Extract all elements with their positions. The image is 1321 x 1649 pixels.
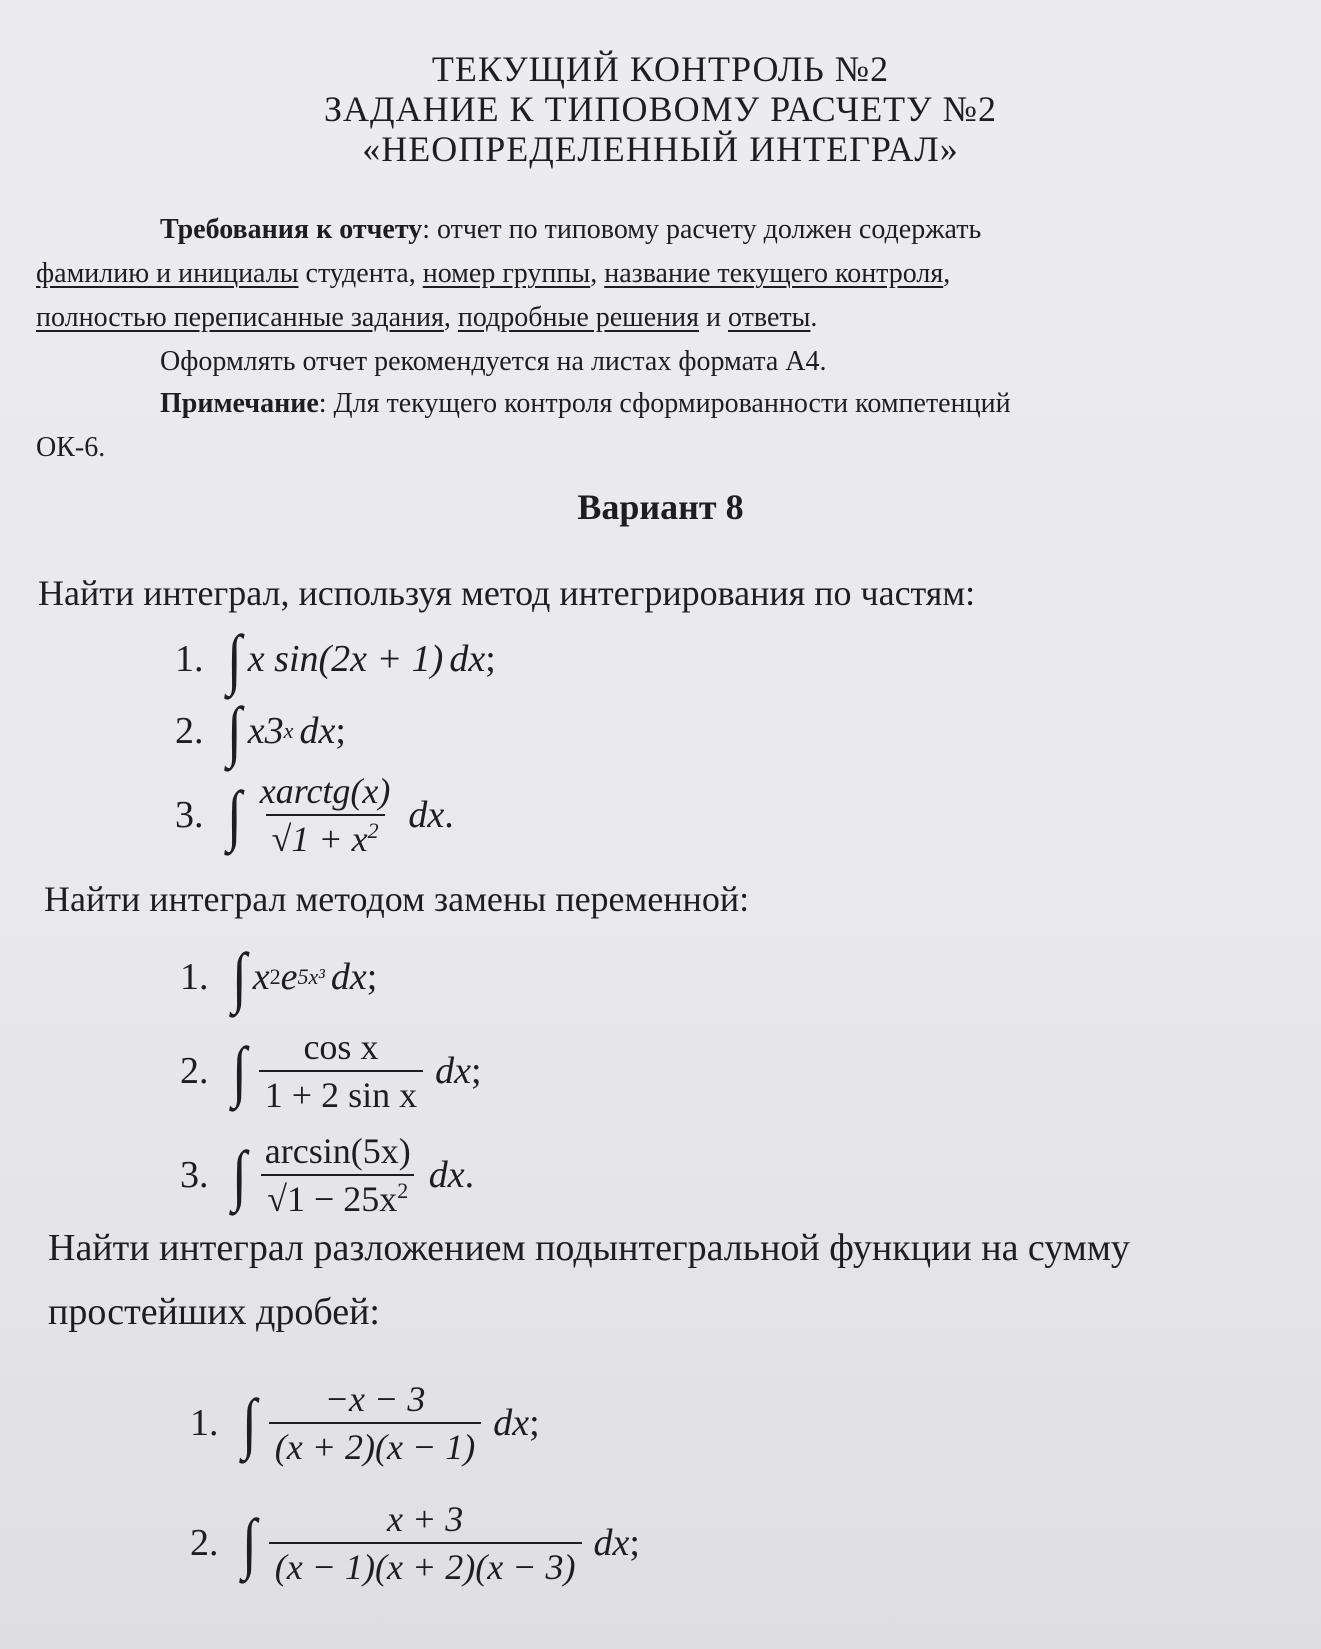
req-answers: ответы bbox=[728, 302, 811, 333]
note-line bbox=[160, 382, 1200, 426]
req-text-4: , bbox=[443, 302, 458, 333]
integrand-base: x3 bbox=[247, 710, 284, 752]
dx: dx bbox=[593, 1522, 630, 1564]
s2-item-3 bbox=[180, 1130, 474, 1220]
s1-item-2 bbox=[175, 693, 346, 769]
requirements-line-2 bbox=[36, 252, 1186, 296]
item-number: 2. bbox=[180, 1050, 209, 1092]
denominator-exponent: 2 bbox=[367, 818, 379, 843]
integrand-base: x bbox=[252, 956, 270, 998]
s1-item-3 bbox=[175, 770, 454, 860]
item-end: . bbox=[444, 794, 454, 836]
title-line-3: «НЕОПРЕДЕЛЕННЫЙ ИНТЕГРАЛ» bbox=[362, 129, 959, 169]
item-end: ; bbox=[335, 710, 346, 752]
req-surname: фамилию и инициалы bbox=[36, 258, 299, 289]
integrand-e: e bbox=[280, 956, 298, 998]
dx: dx bbox=[449, 638, 486, 680]
numerator: x + 3 bbox=[387, 1499, 464, 1539]
integral-icon: ∫ bbox=[232, 1033, 247, 1109]
requirements-line-3 bbox=[36, 296, 1186, 340]
note-label: Примечание bbox=[160, 388, 319, 419]
title-line-1: ТЕКУЩИЙ КОНТРОЛЬ №2 bbox=[431, 49, 890, 89]
dx: dx bbox=[408, 794, 445, 836]
integrand-exponent: x bbox=[283, 718, 294, 743]
dx: dx bbox=[493, 1402, 530, 1444]
item-number: 1. bbox=[175, 638, 204, 680]
item-number: 1. bbox=[190, 1402, 219, 1444]
numerator: cos x bbox=[303, 1027, 379, 1067]
req-text-6: . bbox=[810, 302, 818, 333]
integrand: x sin(2x + 1) bbox=[247, 638, 444, 680]
requirements-label: Требования к отчету bbox=[160, 214, 423, 245]
denominator bbox=[261, 1174, 414, 1220]
numerator: −x − 3 bbox=[324, 1379, 426, 1419]
item-end: . bbox=[464, 1154, 475, 1196]
item-number: 3. bbox=[180, 1154, 209, 1196]
fraction bbox=[259, 1026, 423, 1116]
section-1-heading: Найти интеграл, используя метод интегрирования по частям: bbox=[38, 573, 976, 613]
req-solutions: подробные решения bbox=[457, 302, 700, 333]
fraction bbox=[269, 1498, 582, 1588]
denominator-text: √1 − 25x bbox=[267, 1179, 398, 1219]
item-end: ; bbox=[529, 1402, 540, 1444]
dx: dx bbox=[330, 956, 367, 998]
req-tasks: полностью переписанные задания bbox=[36, 302, 444, 333]
requirements-intro: : отчет по типовому расчету должен содержать bbox=[422, 214, 982, 245]
req-group: номер группы bbox=[422, 258, 591, 289]
title-line-2: ЗАДАНИЕ К ТИПОВОМУ РАСЧЕТУ №2 bbox=[323, 89, 998, 129]
integrand-exponent-2: 5x³ bbox=[297, 964, 325, 989]
item-end: ; bbox=[366, 956, 378, 998]
item-number: 1. bbox=[180, 956, 209, 998]
dx: dx bbox=[435, 1050, 471, 1092]
variant-title: Вариант 8 bbox=[577, 487, 744, 527]
item-number: 2. bbox=[190, 1522, 219, 1564]
fraction bbox=[269, 1378, 482, 1468]
item-number: 3. bbox=[175, 794, 204, 836]
integral-icon: ∫ bbox=[227, 777, 242, 853]
item-end: ; bbox=[629, 1522, 640, 1564]
section-3-heading-line-1: Найти интеграл разложением подынтегральной функции на сумму bbox=[48, 1227, 1130, 1269]
integral-icon: ∫ bbox=[242, 1385, 257, 1461]
numerator: xarctg(x) bbox=[259, 771, 391, 811]
denominator: (x − 1)(x + 2)(x − 3) bbox=[269, 1542, 582, 1588]
integral-icon: ∫ bbox=[227, 621, 242, 697]
denominator bbox=[266, 814, 385, 860]
s2-item-1 bbox=[180, 939, 378, 1015]
s1-item-1 bbox=[175, 621, 496, 697]
s3-item-1 bbox=[190, 1378, 540, 1468]
requirements-line-1 bbox=[160, 208, 1180, 252]
s2-item-2 bbox=[180, 1026, 482, 1116]
note-text: : Для текущего контроля сформированности компетенций bbox=[318, 388, 1011, 419]
note-end: ОК-6. bbox=[36, 432, 106, 463]
s3-item-2 bbox=[190, 1498, 640, 1588]
integral-icon: ∫ bbox=[232, 939, 247, 1015]
integral-icon: ∫ bbox=[242, 1505, 257, 1581]
section-3-heading-line-2: простейших дробей: bbox=[48, 1291, 380, 1333]
req-text-5: и bbox=[699, 302, 729, 333]
integral-icon: ∫ bbox=[232, 1137, 247, 1213]
denominator: (x + 2)(x − 1) bbox=[269, 1422, 482, 1468]
dx: dx bbox=[428, 1154, 465, 1196]
denominator-text: √1 + x bbox=[271, 819, 368, 859]
fraction bbox=[259, 1130, 417, 1220]
format-line: Оформлять отчет рекомендуется на листах формата А4. bbox=[160, 346, 827, 377]
numerator: arcsin(5x) bbox=[264, 1131, 411, 1171]
req-text-3: , bbox=[943, 258, 951, 289]
fraction bbox=[254, 770, 397, 860]
req-text-2: , bbox=[590, 258, 605, 289]
integrand-exponent-1: 2 bbox=[269, 964, 281, 989]
dx: dx bbox=[299, 710, 336, 752]
item-end: ; bbox=[471, 1050, 482, 1092]
item-end: ; bbox=[485, 638, 496, 680]
req-control-name: название текущего контроля bbox=[604, 258, 944, 289]
section-2-heading: Найти интеграл методом замены переменной: bbox=[44, 879, 750, 919]
item-number: 2. bbox=[175, 710, 204, 752]
req-text-1: студента, bbox=[298, 258, 423, 289]
denominator: 1 + 2 sin x bbox=[259, 1070, 423, 1116]
integral-icon: ∫ bbox=[227, 693, 242, 769]
denominator-exponent: 2 bbox=[397, 1178, 409, 1203]
